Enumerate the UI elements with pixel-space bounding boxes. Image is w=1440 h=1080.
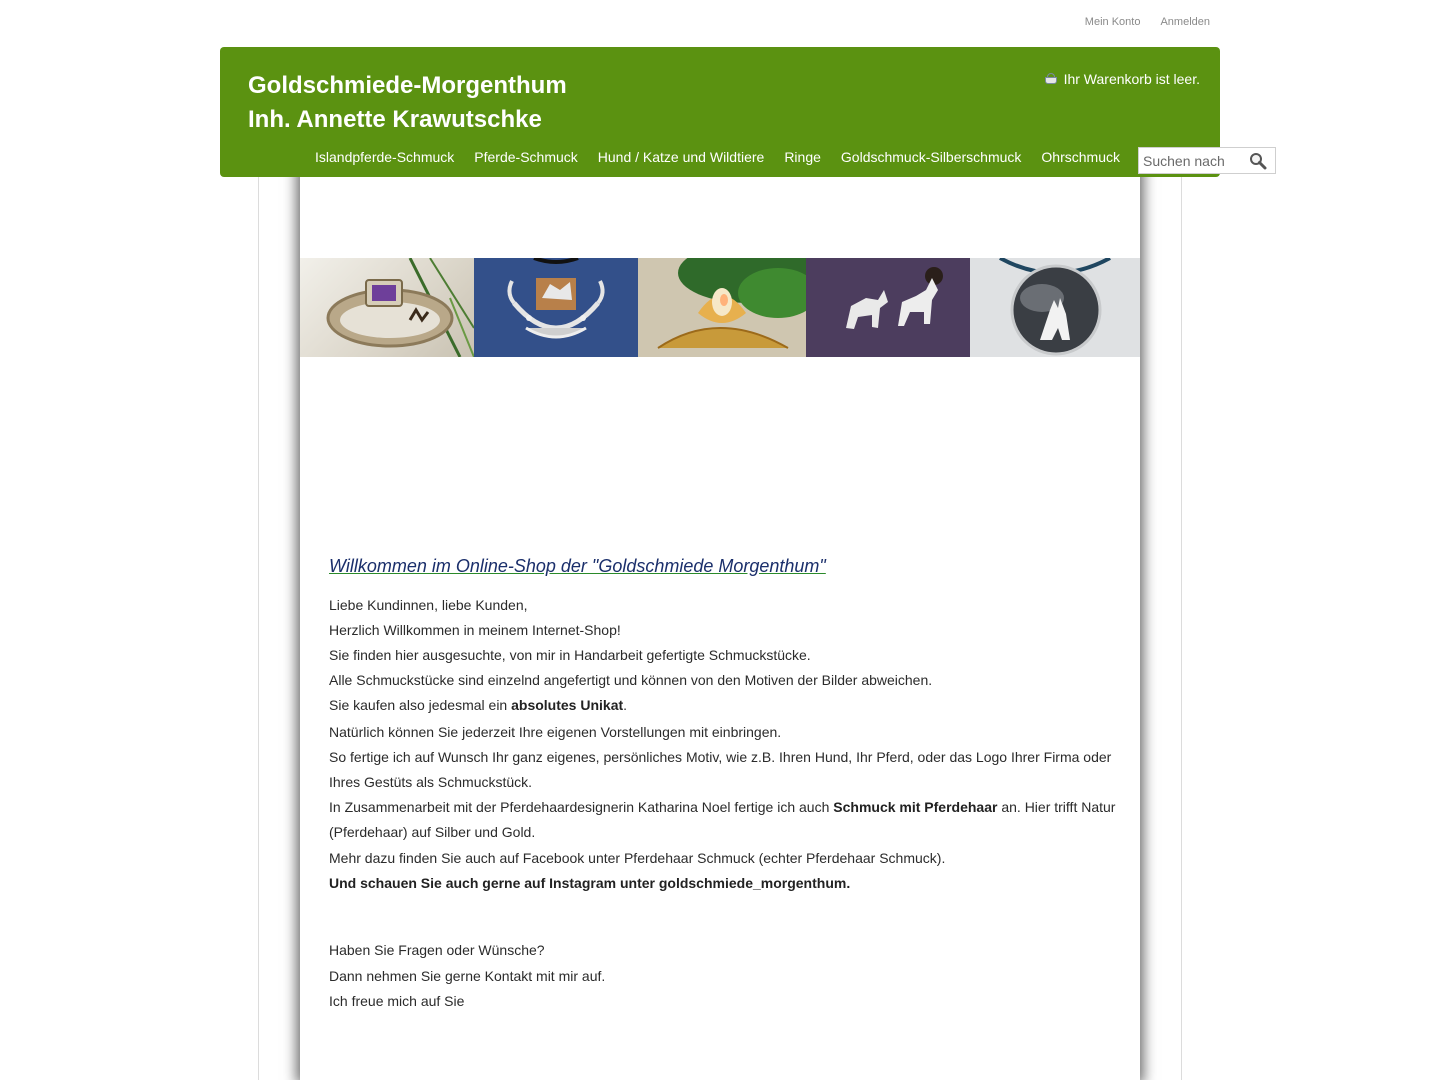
intro-text: Sie finden hier ausgesuchte, von mir in Handarbeit gefertigte Schmuckstücke.	[329, 647, 811, 663]
nav-item-goldschmuck[interactable]: Goldschmuck-Silberschmuck	[840, 149, 1022, 165]
login-link[interactable]: Anmelden	[1160, 16, 1210, 28]
welcome-text: Herzlich Willkommen in meinem Internet-Shop!	[329, 622, 621, 638]
my-account-link[interactable]: Mein Konto	[1084, 16, 1141, 28]
banner-horse-earrings[interactable]	[806, 258, 970, 357]
welcome-content	[329, 554, 1119, 1014]
product-banner	[300, 258, 1140, 357]
nav-item-ringe[interactable]: Ringe	[784, 149, 821, 165]
unique-bold: absolutes Unikat	[511, 697, 624, 713]
cart-text: Ihr Warenkorb ist leer.	[1063, 71, 1200, 87]
shop-title[interactable]	[248, 69, 567, 137]
instagram-text: Und schauen Sie auch gerne auf Instagram unter goldschmiede_morgenthum.	[329, 875, 851, 891]
unique-text-line2: Sie kaufen also jedesmal ein absolutes Unikat.	[329, 697, 628, 713]
top-account-bar	[1085, 16, 1210, 28]
search-button[interactable]	[1243, 148, 1273, 173]
magnifier-icon	[1249, 152, 1267, 170]
unique-text-line1: Alle Schmuckstücke sind einzelnd angefertigt und können von den Motiven der Bilder abweichen.	[329, 672, 933, 688]
closing-text: Ich freue mich auf Sie	[329, 993, 465, 1009]
banner-amethyst-ring[interactable]	[300, 258, 474, 357]
nav-item-islandpferde[interactable]: Islandpferde-Schmuck	[315, 149, 455, 165]
facebook-text: Mehr dazu finden Sie auch auf Facebook unter Pferdehaar Schmuck (echter Pferdehaar Schmuck).	[329, 850, 946, 866]
ideas-text-line2: So fertige ich auf Wunsch Ihr ganz eigenes, persönliches Motiv, wie z.B. Ihren Hund, Ihr Pferd, oder das Logo Ihrer Firma oder Ihres Gestüts als Schmuckstück.	[329, 749, 1112, 790]
banner-opal-ring[interactable]	[638, 258, 806, 357]
shopping-basket-icon	[1044, 73, 1058, 86]
greeting-text: Liebe Kundinnen, liebe Kunden,	[329, 597, 528, 613]
ideas-text-line1: Natürlich können Sie jederzeit Ihre eigenen Vorstellungen mit einbringen.	[329, 724, 782, 740]
cart-status[interactable]	[1044, 71, 1200, 87]
main-navigation	[315, 149, 1120, 165]
site-header	[220, 47, 1220, 177]
banner-viking-ship-pendant[interactable]	[474, 258, 638, 357]
horsehair-text: In Zusammenarbeit mit der Pferdehaardesignerin Katharina Noel fertige ich auch Schmuck mit Pferdehaar an. Hier trifft Natur (Pferdehaar) auf Silber und Gold.	[329, 799, 1116, 840]
shop-title-line2: Inh. Annette Krawutschke	[248, 106, 542, 133]
search-input[interactable]	[1139, 149, 1243, 173]
questions-text: Haben Sie Fragen oder Wünsche?	[329, 942, 545, 958]
nav-item-ohrschmuck[interactable]: Ohrschmuck	[1041, 149, 1120, 165]
welcome-heading[interactable]: Willkommen im Online-Shop der "Goldschmiede Morgenthum"	[329, 556, 826, 576]
nav-item-pferde[interactable]: Pferde-Schmuck	[474, 149, 578, 165]
contact-text: Dann nehmen Sie gerne Kontakt mit mir auf.	[329, 968, 606, 984]
shop-title-line1: Goldschmiede-Morgenthum	[248, 72, 567, 99]
search-box	[1138, 147, 1276, 174]
banner-wolf-pendant[interactable]	[970, 258, 1140, 357]
horsehair-bold: Schmuck mit Pferdehaar	[833, 799, 998, 815]
nav-item-hund-katze[interactable]: Hund / Katze und Wildtiere	[597, 149, 765, 165]
